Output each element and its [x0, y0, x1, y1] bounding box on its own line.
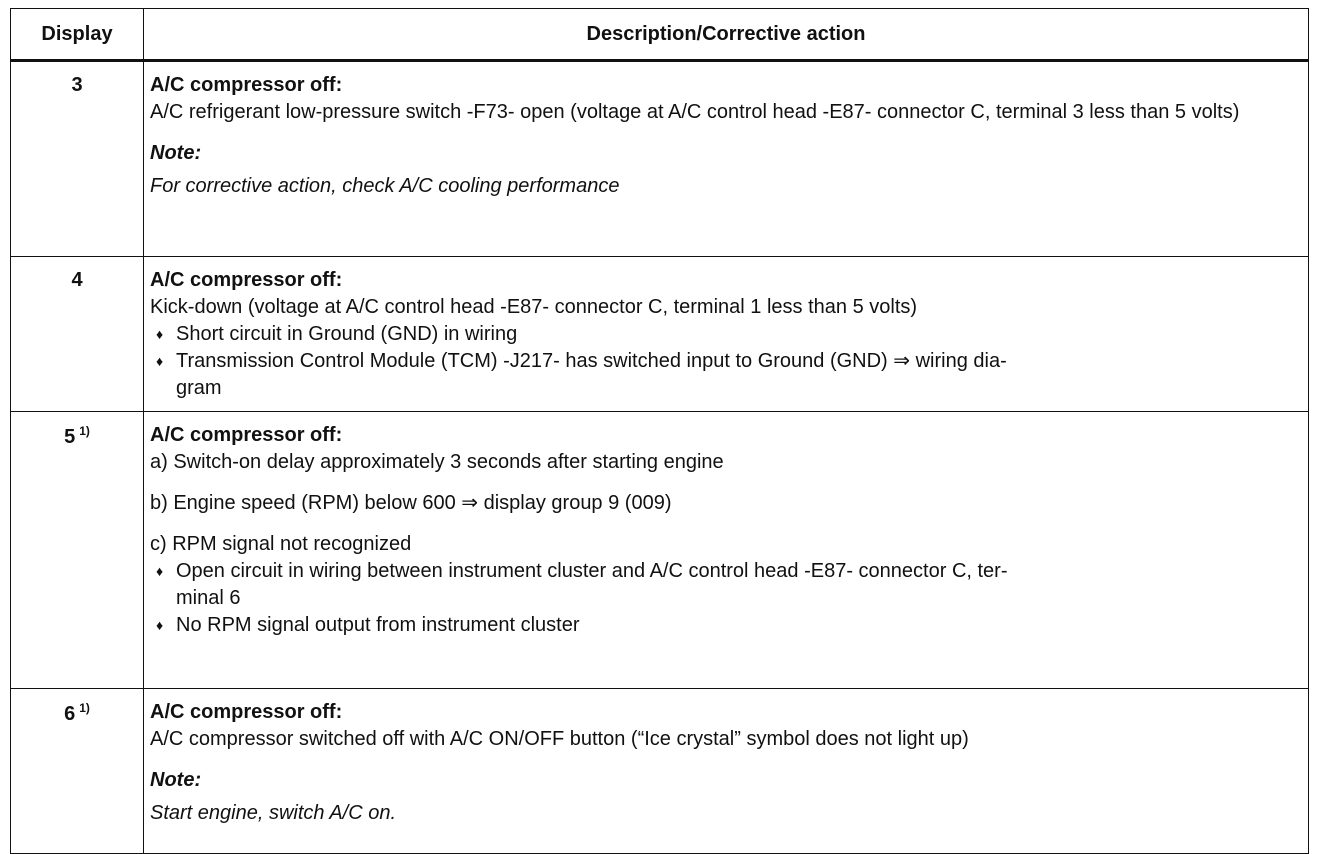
table-row — [11, 412, 1309, 689]
note-label: Note: — [150, 769, 202, 791]
diamond-bullet-icon: ♦ — [156, 563, 164, 579]
note-text: Start engine, switch A/C on. — [150, 802, 397, 824]
diamond-bullet-icon: ♦ — [156, 326, 164, 342]
header-display: Display — [11, 9, 144, 61]
display-code — [11, 257, 144, 412]
note-text: For corrective action, check A/C cooling performance — [150, 175, 620, 197]
display-code — [11, 412, 144, 689]
table-header-row — [11, 9, 1309, 61]
diamond-bullet-icon: ♦ — [156, 353, 164, 369]
bullet-item: ♦ Transmission Control Module (TCM) -J217- has switched input to Ground (GND) ⇒ wiring dia- — [150, 348, 1298, 375]
row-title: A/C compressor off: — [150, 424, 343, 446]
display-value: 3 — [71, 74, 83, 96]
row-title: A/C compressor off: — [150, 74, 343, 96]
display-value: 5 — [64, 426, 76, 448]
description-cell — [144, 61, 1309, 257]
table-row — [11, 689, 1309, 854]
bullet-item: ♦ Short circuit in Ground (GND) in wiring — [150, 321, 1298, 348]
footnote-marker: 1) — [79, 424, 90, 438]
header-description: Description/Corrective action — [144, 9, 1309, 61]
display-value: 6 — [64, 703, 76, 725]
display-value: 4 — [71, 269, 83, 291]
row-text: A/C refrigerant low-pressure switch -F73- open (voltage at A/C control head -E87- connector C, terminal 3 less than 5 volts) — [150, 101, 1240, 123]
bullet-continuation: minal 6 — [176, 587, 241, 609]
display-code — [11, 689, 144, 854]
table-row — [11, 257, 1309, 412]
row-text-a: a) Switch-on delay approximately 3 seconds after starting engine — [150, 451, 724, 473]
row-text: A/C compressor switched off with A/C ON/OFF button (“Ice crystal” symbol does not light up) — [150, 728, 969, 750]
description-cell — [144, 689, 1309, 854]
row-text: Kick-down (voltage at A/C control head -E87- connector C, terminal 1 less than 5 volts) — [150, 296, 918, 318]
diagnostic-table — [10, 8, 1309, 854]
row-text-b: b) Engine speed (RPM) below 600 ⇒ display group 9 (009) — [150, 492, 672, 514]
bullet-continuation: gram — [176, 377, 222, 399]
bullet-item: ♦ Open circuit in wiring between instrument cluster and A/C control head -E87- connector C, ter- — [150, 558, 1298, 585]
row-title: A/C compressor off: — [150, 269, 343, 291]
row-title: A/C compressor off: — [150, 701, 343, 723]
diamond-bullet-icon: ♦ — [156, 617, 164, 633]
bullet-item: ♦ No RPM signal output from instrument cluster — [150, 612, 1298, 639]
table-row — [11, 61, 1309, 257]
row-text-c: c) RPM signal not recognized — [150, 533, 412, 555]
description-cell — [144, 257, 1309, 412]
display-code — [11, 61, 144, 257]
note-label: Note: — [150, 142, 202, 164]
description-cell — [144, 412, 1309, 689]
footnote-marker: 1) — [79, 701, 90, 715]
